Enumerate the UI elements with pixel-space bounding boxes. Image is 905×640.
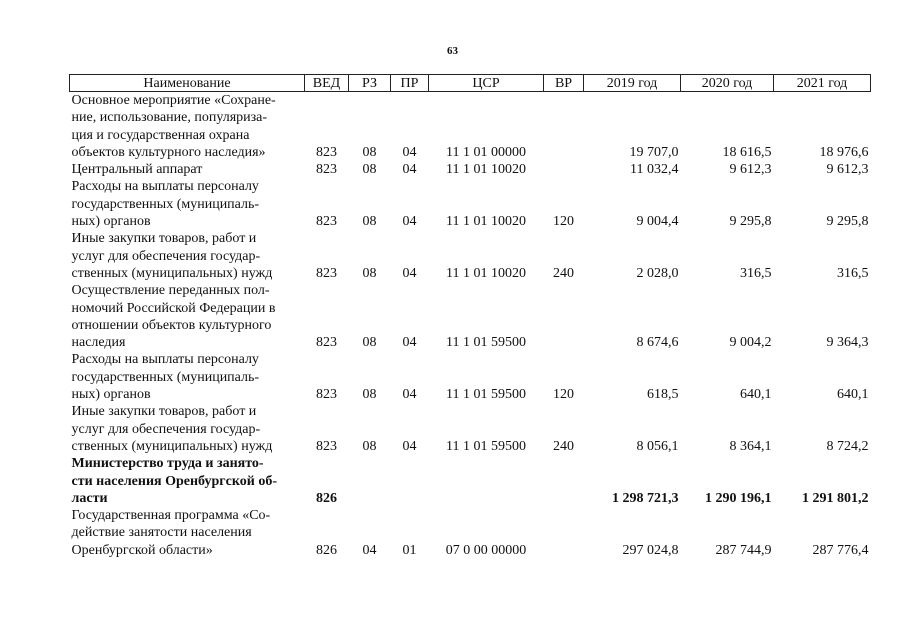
cell-2020: 640,1 bbox=[740, 387, 772, 403]
cell-2021: 9 295,8 bbox=[826, 214, 869, 230]
table-row bbox=[70, 178, 871, 230]
name-line: сти населения Оренбургской об- bbox=[71, 473, 277, 489]
cell-vr bbox=[544, 161, 584, 178]
name-line: ласти bbox=[71, 490, 108, 506]
cell-rz bbox=[349, 455, 391, 507]
cell-pr: 04 bbox=[402, 144, 417, 160]
cell-pr: 04 bbox=[402, 162, 417, 178]
cell-2021: 18 976,6 bbox=[819, 144, 869, 160]
cell-2019: 618,5 bbox=[647, 387, 679, 403]
cell-vr bbox=[544, 92, 584, 162]
cell-2020: 9 004,2 bbox=[729, 335, 772, 351]
cell-ved: 823 bbox=[316, 144, 337, 160]
cell-pr: 04 bbox=[402, 265, 417, 281]
header-ved: ВЕД bbox=[305, 75, 349, 92]
table-row bbox=[70, 403, 871, 455]
cell-2021: 9 364,3 bbox=[826, 335, 869, 351]
cell-csr: 11 1 01 59500 bbox=[446, 335, 526, 351]
name-line: Государственная программа «Со- bbox=[71, 508, 271, 524]
name-line: ных) органов bbox=[71, 387, 151, 403]
cell-vr: 240 bbox=[553, 438, 574, 454]
cell-2021: 640,1 bbox=[837, 387, 869, 403]
name-line: услуг для обеспечения государ- bbox=[71, 421, 261, 437]
cell-rz: 08 bbox=[362, 387, 377, 403]
header-rz: РЗ bbox=[349, 75, 391, 92]
cell-name bbox=[70, 161, 305, 178]
cell-ved: 826 bbox=[316, 542, 337, 558]
table-header-row bbox=[70, 75, 871, 92]
cell-vr: 120 bbox=[553, 214, 574, 230]
header-2019: 2019 год bbox=[584, 75, 681, 92]
cell-name bbox=[70, 507, 305, 559]
cell-2020: 1 290 196,1 bbox=[705, 490, 772, 506]
cell-rz: 08 bbox=[362, 265, 377, 281]
cell-pr: 04 bbox=[402, 438, 417, 454]
table-row bbox=[70, 455, 871, 507]
cell-2021: 316,5 bbox=[837, 265, 869, 281]
cell-2020: 9 612,3 bbox=[729, 162, 772, 178]
page-number: 63 bbox=[447, 45, 458, 57]
cell-vr bbox=[544, 455, 584, 507]
cell-2019: 8 056,1 bbox=[636, 438, 679, 454]
cell-csr bbox=[429, 455, 544, 507]
cell-2019: 11 032,4 bbox=[630, 162, 679, 178]
cell-ved: 823 bbox=[316, 265, 337, 281]
cell-pr bbox=[391, 455, 429, 507]
cell-rz: 08 bbox=[362, 162, 377, 178]
cell-vr: 240 bbox=[553, 265, 574, 281]
name-line: наследия bbox=[71, 335, 126, 351]
cell-name bbox=[70, 282, 305, 351]
name-line: ных) органов bbox=[71, 214, 151, 230]
cell-rz: 08 bbox=[362, 335, 377, 351]
header-csr: ЦСР bbox=[429, 75, 544, 92]
name-line: Расходы на выплаты персоналу bbox=[71, 352, 259, 368]
cell-2020: 8 364,1 bbox=[729, 438, 772, 454]
cell-csr: 11 1 01 10020 bbox=[446, 214, 526, 230]
name-line: Оренбургской области» bbox=[71, 542, 213, 558]
cell-csr: 11 1 01 10020 bbox=[446, 162, 526, 178]
cell-2021: 287 776,4 bbox=[812, 542, 869, 558]
name-line: ственных (муниципальных) нужд bbox=[71, 265, 273, 281]
name-line: объектов культурного наследия» bbox=[71, 144, 266, 160]
cell-pr: 04 bbox=[402, 387, 417, 403]
cell-name bbox=[70, 351, 305, 403]
cell-rz: 04 bbox=[362, 542, 377, 558]
cell-ved: 826 bbox=[316, 490, 337, 506]
budget-table bbox=[69, 74, 871, 559]
cell-ved: 823 bbox=[316, 387, 337, 403]
table-body bbox=[70, 92, 871, 560]
cell-name bbox=[70, 92, 305, 162]
cell-ved: 823 bbox=[316, 335, 337, 351]
cell-pr: 04 bbox=[402, 214, 417, 230]
cell-name bbox=[70, 178, 305, 230]
cell-2020: 9 295,8 bbox=[729, 214, 772, 230]
table-row bbox=[70, 282, 871, 351]
cell-2019: 8 674,6 bbox=[636, 335, 679, 351]
cell-rz: 08 bbox=[362, 214, 377, 230]
name-line: государственных (муниципаль- bbox=[71, 196, 260, 212]
header-vr: ВР bbox=[544, 75, 584, 92]
cell-rz: 08 bbox=[362, 144, 377, 160]
cell-ved: 823 bbox=[316, 438, 337, 454]
name-line: отношении объектов культурного bbox=[71, 317, 272, 333]
name-line: действие занятости населения bbox=[71, 525, 252, 541]
cell-pr: 01 bbox=[402, 542, 417, 558]
cell-vr bbox=[544, 282, 584, 351]
header-2020: 2020 год bbox=[681, 75, 774, 92]
table-row bbox=[70, 507, 871, 559]
cell-2021: 8 724,2 bbox=[826, 438, 869, 454]
header-name: Наименование bbox=[70, 75, 305, 92]
table-row bbox=[70, 351, 871, 403]
cell-csr: 07 0 00 00000 bbox=[445, 542, 527, 558]
name-line: Министерство труда и занято- bbox=[71, 456, 264, 472]
name-line: услуг для обеспечения государ- bbox=[71, 248, 261, 264]
name-line: Иные закупки товаров, работ и bbox=[71, 231, 257, 247]
table-row bbox=[70, 161, 871, 178]
cell-name bbox=[70, 403, 305, 455]
name-line: ние, использование, популяриза- bbox=[71, 110, 268, 126]
name-line: ственных (муниципальных) нужд bbox=[71, 438, 273, 454]
cell-2019: 1 298 721,3 bbox=[612, 490, 679, 506]
name-line: номочий Российской Федерации в bbox=[71, 300, 276, 316]
table-row bbox=[70, 230, 871, 282]
cell-2019: 297 024,8 bbox=[622, 542, 679, 558]
header-2021: 2021 год bbox=[774, 75, 871, 92]
name-line: ция и государственная охрана bbox=[71, 127, 250, 143]
cell-ved: 823 bbox=[316, 162, 337, 178]
name-line: Центральный аппарат bbox=[71, 162, 203, 178]
table-row bbox=[70, 92, 871, 162]
cell-name bbox=[70, 455, 305, 507]
cell-vr: 120 bbox=[553, 387, 574, 403]
cell-pr: 04 bbox=[402, 335, 417, 351]
cell-csr: 11 1 01 00000 bbox=[446, 144, 526, 160]
name-line: Иные закупки товаров, работ и bbox=[71, 404, 257, 420]
cell-2019: 2 028,0 bbox=[636, 265, 679, 281]
cell-2021: 9 612,3 bbox=[826, 162, 869, 178]
header-pr: ПР bbox=[391, 75, 429, 92]
name-line: Основное мероприятие «Сохране- bbox=[71, 93, 276, 108]
cell-rz: 08 bbox=[362, 438, 377, 454]
cell-2019: 9 004,4 bbox=[636, 214, 679, 230]
cell-2020: 287 744,9 bbox=[715, 542, 772, 558]
cell-vr bbox=[544, 507, 584, 559]
cell-ved: 823 bbox=[316, 214, 337, 230]
cell-csr: 11 1 01 59500 bbox=[446, 438, 526, 454]
name-line: государственных (муниципаль- bbox=[71, 369, 260, 385]
cell-csr: 11 1 01 10020 bbox=[446, 265, 526, 281]
cell-2019: 19 707,0 bbox=[629, 144, 679, 160]
name-line: Осуществление переданных пол- bbox=[71, 283, 270, 299]
cell-csr: 11 1 01 59500 bbox=[446, 387, 526, 403]
cell-name bbox=[70, 230, 305, 282]
name-line: Расходы на выплаты персоналу bbox=[71, 179, 259, 195]
cell-2020: 316,5 bbox=[740, 265, 772, 281]
cell-2020: 18 616,5 bbox=[722, 144, 772, 160]
cell-2021: 1 291 801,2 bbox=[802, 490, 869, 506]
